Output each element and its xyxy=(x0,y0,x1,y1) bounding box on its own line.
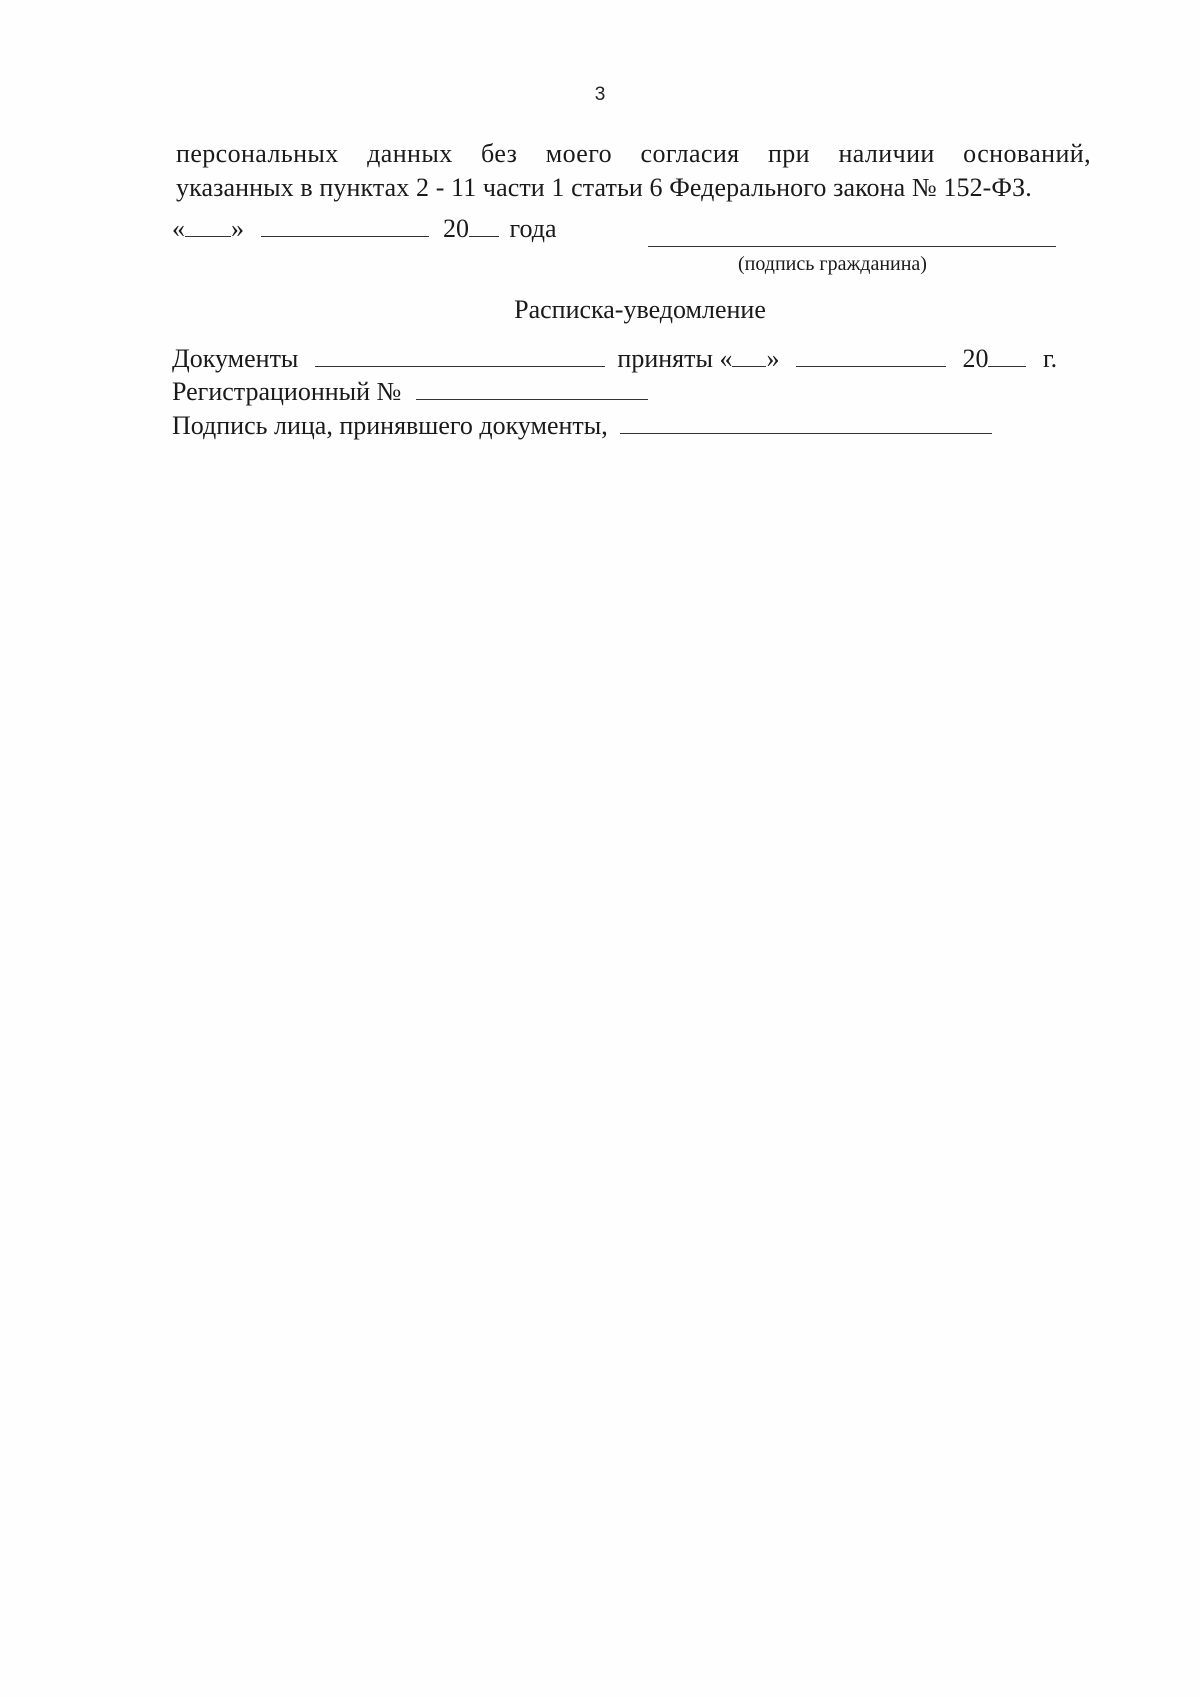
accepted-month-blank[interactable] xyxy=(796,344,946,367)
open-quote: « xyxy=(172,214,185,243)
documents-label: Документы xyxy=(172,344,299,373)
documents-accepted-row xyxy=(172,344,1057,374)
accepted-label: приняты « xyxy=(617,344,733,373)
receiver-signature-row xyxy=(172,411,992,441)
year-prefix: 20 xyxy=(443,214,469,243)
registration-label: Регистрационный № xyxy=(172,377,402,406)
month-blank[interactable] xyxy=(261,214,429,237)
citizen-signature-caption: (подпись гражданина) xyxy=(738,253,927,275)
page-number: 3 xyxy=(594,84,606,105)
receiver-signature-blank[interactable] xyxy=(620,411,992,434)
consent-text-line-2: указанных в пунктах 2 - 11 части 1 статьи 6 Федерального закона № 152-ФЗ. xyxy=(176,173,1032,202)
day-blank[interactable] xyxy=(185,214,231,237)
registration-number-blank[interactable] xyxy=(416,377,648,400)
accepted-day-blank[interactable] xyxy=(732,344,766,367)
accepted-close-quote: » xyxy=(766,344,780,373)
registration-row xyxy=(172,377,648,407)
consent-text-line-1: персональных данных без моего согласия при наличии оснований, xyxy=(176,139,1091,168)
accepted-year-blank[interactable] xyxy=(988,344,1026,367)
receipt-title: Расписка-уведомление xyxy=(514,295,766,324)
accepted-year-prefix: 20 xyxy=(962,344,989,373)
year-blank[interactable] xyxy=(469,214,499,237)
documents-blank[interactable] xyxy=(315,344,605,367)
close-quote: » xyxy=(231,214,244,243)
citizen-signature-line[interactable] xyxy=(648,246,1056,247)
signature-date-row xyxy=(172,214,557,244)
receiver-signature-label: Подпись лица, принявшего документы, xyxy=(172,411,608,440)
accepted-year-suffix: г. xyxy=(1042,344,1058,373)
year-suffix: года xyxy=(509,214,557,243)
